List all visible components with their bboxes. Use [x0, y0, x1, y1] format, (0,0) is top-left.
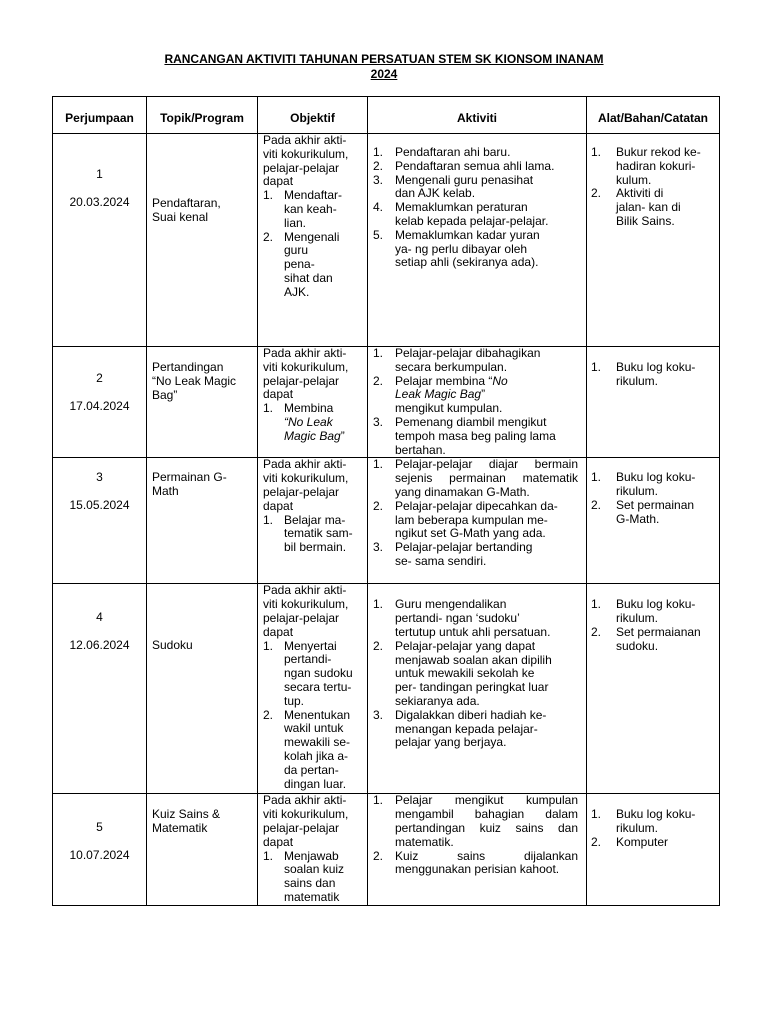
header-alat: Alat/Bahan/Catatan	[587, 97, 720, 134]
activity-item-text	[395, 849, 578, 877]
activity-item-text	[395, 457, 578, 499]
activity-item-marker: 2.	[373, 638, 384, 653]
tool-item-text-main: Buku log koku- rikulum.	[616, 597, 696, 626]
activity-item-marker: 1.	[373, 346, 384, 360]
title-line-2: 2024	[370, 67, 398, 81]
cell-activity	[368, 347, 587, 458]
activity-item-text-main: Pendaftaran ahi baru.	[395, 145, 511, 159]
objective-intro: Pada akhir akti- viti kokurikulum, pelajar-pelajar dapat	[263, 346, 349, 402]
cell-objective	[258, 584, 368, 794]
tool-item-marker: 1.	[591, 470, 602, 485]
cell-topic	[147, 794, 258, 905]
topic-text: Sudoku	[152, 638, 193, 653]
activity-item-text-main: Memaklumkan kadar yuran ya- ng perlu dibayar oleh setiap ahli (sekiranya ada).	[395, 227, 540, 270]
objective-item-text	[284, 708, 350, 791]
activity-item-marker: 2.	[373, 373, 384, 388]
tool-item-text-main: Set permainan G-Math.	[616, 497, 695, 526]
activity-item-text	[395, 346, 540, 374]
tool-item-text	[616, 835, 668, 849]
objective-item	[263, 640, 358, 709]
tool-item	[591, 471, 715, 499]
activity-item-text-main: Pelajar-pelajar bertanding se- sama sendiri.	[395, 540, 533, 568]
objective-item-text	[284, 639, 353, 708]
objective-item-text-main: Menentukan wakil untuk mewakili se- kolah jika a- da pertan- dingan luar.	[284, 707, 351, 791]
objective-item-text-main: Menyertai pertandi- ngan sudoku secara tertu- tup.	[284, 638, 353, 708]
objective-list	[263, 640, 365, 792]
activity-item-text-main: Kuiz sains dijalankan menggunakan perisian kahoot.	[395, 848, 578, 877]
activity-item-marker: 2.	[373, 848, 384, 863]
tool-item-text-main: Aktiviti di jalan- kan di Bilik Sains.	[616, 186, 681, 228]
cell-objective	[258, 458, 368, 584]
activity-item-text	[395, 415, 556, 457]
activity-item	[373, 709, 578, 750]
objective-intro: Pada akhir akti- viti kokurikulum, pelajar-pelajar dapat	[263, 133, 349, 189]
objective-item-text-main: Mengenali guru pena- sihat dan AJK.	[284, 229, 340, 299]
objective-intro: Pada akhir akti- viti kokurikulum, pelajar-pelajar dapat	[263, 793, 349, 849]
activity-item	[373, 640, 578, 709]
tool-item-text-main: Buku log koku- rikulum.	[616, 807, 696, 836]
activity-item	[373, 598, 578, 639]
activity-item-text-main: Digalakkan diberi hadiah ke- menangan kepada pelajar- pelajar yang berjaya.	[395, 707, 547, 750]
activity-item	[373, 375, 578, 416]
tool-item-text	[616, 807, 695, 835]
activity-item-text-main: Pelajar mengikut kumpulan mengambil bahagian dalam pertandingan kuiz sains dan matematik.	[395, 793, 578, 849]
activity-item-text	[395, 374, 508, 416]
activity-item	[373, 160, 578, 174]
activity-item-text-italic: No Leak Magic Bag	[395, 373, 508, 402]
cell-activity	[368, 458, 587, 584]
activity-item	[373, 229, 578, 270]
cell-objective	[258, 794, 368, 905]
activity-item-text	[395, 499, 558, 541]
objective-item-marker: 1.	[263, 638, 274, 653]
activity-item-text-main: Pelajar-pelajar diajar bermain sejenis permainan matematik yang dinamakan G-Math.	[395, 457, 578, 499]
tool-item	[591, 808, 715, 836]
activity-item-text-main: Memaklumkan peraturan kelab kepada pelajar-pelajar.	[395, 200, 549, 228]
objective-item-text-main: Membina	[284, 401, 334, 416]
tool-item-text	[616, 597, 695, 625]
objective-item-text	[284, 849, 344, 904]
table-body	[53, 134, 720, 906]
activity-item-text-main: Pemenang diambil mengikut tempoh masa beg paling lama bertahan.	[395, 414, 556, 457]
topic-text: Pertandingan “No Leak Magic Bag”	[152, 360, 237, 402]
activity-item-text-main: Pendaftaran semua ahli lama.	[395, 158, 555, 173]
cell-meeting	[53, 794, 147, 905]
activity-item-text-main: Pelajar membina “	[395, 373, 493, 388]
objective-item-text	[284, 230, 339, 299]
cell-topic	[147, 347, 258, 458]
cell-meeting	[53, 134, 147, 347]
cell-tools	[587, 347, 720, 458]
activity-item-text-main: Pelajar-pelajar dibahagikan secara berkumpulan.	[395, 346, 541, 374]
meeting-number: 5	[96, 820, 103, 835]
tool-item-text	[616, 498, 694, 526]
tool-item	[591, 598, 715, 626]
tool-item-marker: 2.	[591, 497, 602, 512]
objective-item-text	[284, 188, 342, 230]
cell-meeting	[53, 584, 147, 794]
activity-list	[373, 458, 578, 568]
topic-text: Pendaftaran, Suai kenal	[152, 196, 221, 224]
activity-item-marker: 2.	[373, 158, 384, 173]
objective-item-text-main: Belajar ma- tematik sam- bil bermain.	[284, 512, 353, 555]
activity-item-marker: 5.	[373, 227, 384, 242]
activity-item-marker: 1.	[373, 457, 384, 472]
tool-item	[591, 626, 715, 654]
objective-item-text-italic: “No Leak Magic Bag	[284, 414, 341, 443]
tool-item	[591, 187, 715, 228]
cell-tools	[587, 794, 720, 905]
objective-list	[263, 402, 365, 443]
activity-item-text	[395, 145, 510, 159]
table-row	[53, 458, 720, 584]
tool-item-text	[616, 186, 681, 228]
table-header-row	[53, 97, 720, 134]
activity-item-marker: 1.	[373, 145, 384, 159]
meeting-number: 4	[96, 610, 103, 625]
activity-list	[373, 794, 578, 877]
cell-objective	[258, 347, 368, 458]
tool-item	[591, 146, 715, 187]
activity-item-marker: 2.	[373, 498, 384, 513]
topic-text: Kuiz Sains & Matematik	[152, 807, 221, 836]
header-aktiviti: Aktiviti	[368, 97, 587, 134]
meeting-date: 10.07.2024	[69, 848, 130, 863]
meeting-date: 15.05.2024	[69, 498, 130, 513]
activity-item	[373, 850, 578, 878]
cell-objective	[258, 134, 368, 347]
tool-item-marker: 2.	[591, 186, 602, 201]
activity-item-text	[395, 159, 554, 173]
activity-item	[373, 500, 578, 541]
tool-item-marker: 1.	[591, 807, 602, 822]
objective-item	[263, 709, 358, 792]
activity-item	[373, 458, 578, 499]
objective-item-marker: 1.	[263, 188, 274, 203]
tool-item-text-main: Komputer	[616, 834, 669, 849]
cell-meeting	[53, 347, 147, 458]
activity-item-marker: 3.	[373, 172, 384, 187]
objective-item-marker: 1.	[263, 848, 274, 863]
objective-item-text	[284, 513, 353, 555]
activity-item-text	[395, 793, 578, 848]
activity-list	[373, 347, 578, 457]
objective-list	[263, 514, 365, 555]
activity-item-marker: 1.	[373, 793, 384, 808]
tool-list	[591, 471, 715, 526]
tool-item-marker: 1.	[591, 145, 602, 159]
activity-item	[373, 794, 578, 849]
activity-item	[373, 416, 578, 457]
meeting-date: 12.06.2024	[69, 638, 130, 653]
objective-item-marker: 1.	[263, 401, 274, 416]
activity-item-text	[395, 708, 546, 750]
tool-item-text-main: Buku log koku- rikulum.	[616, 470, 696, 499]
tool-list	[591, 808, 715, 849]
objective-list	[263, 850, 365, 905]
objective-intro: Pada akhir akti- viti kokurikulum, pelajar-pelajar dapat	[263, 457, 349, 513]
tool-list	[591, 598, 715, 653]
tool-list	[591, 361, 715, 389]
tool-item-text-main: Set permaianan sudoku.	[616, 624, 701, 653]
tool-item-marker: 2.	[591, 624, 602, 639]
tool-item-text	[616, 145, 701, 187]
topic-text: Permainan G- Math	[152, 470, 227, 499]
tool-list	[591, 146, 715, 229]
activity-list	[373, 146, 578, 270]
cell-meeting	[53, 458, 147, 584]
table-row	[53, 347, 720, 458]
activity-item-text	[395, 228, 540, 270]
cell-topic	[147, 134, 258, 347]
cell-tools	[587, 458, 720, 584]
activity-item-text-after: ” mengikut kumpulan.	[395, 387, 503, 416]
tool-item-text	[616, 470, 695, 498]
activity-item-marker: 4.	[373, 200, 384, 215]
objective-item	[263, 189, 358, 230]
cell-activity	[368, 794, 587, 905]
objective-item-text	[284, 401, 345, 443]
objective-item-text-main: Mendaftar- kan keah- lian.	[284, 188, 343, 230]
cell-tools	[587, 584, 720, 794]
meeting-date: 20.03.2024	[69, 194, 130, 209]
objective-item-text-after: ”	[340, 428, 345, 443]
activity-item	[373, 174, 578, 202]
activity-item-marker: 3.	[373, 540, 384, 555]
tool-item-marker: 1.	[591, 360, 602, 374]
cell-topic	[147, 458, 258, 584]
table-row	[53, 134, 720, 347]
cell-activity	[368, 134, 587, 347]
tool-item	[591, 836, 715, 850]
tool-item-marker: 2.	[591, 834, 602, 849]
activity-item-marker: 3.	[373, 414, 384, 429]
objective-item-marker: 2.	[263, 707, 274, 722]
activity-item	[373, 541, 578, 569]
objective-item	[263, 514, 358, 555]
activity-item-text-main: Pelajar-pelajar dipecahkan da- lam beberapa kumpulan me- ngikut set G-Math yang ada.	[395, 498, 558, 541]
activity-item-marker: 3.	[373, 707, 384, 722]
activity-item-text-main: Mengenali guru penasihat dan AJK kelab.	[395, 172, 534, 201]
header-perjumpaan: Perjumpaan	[53, 97, 147, 134]
activity-item	[373, 347, 578, 375]
objective-intro: Pada akhir akti- viti kokurikulum, pelajar-pelajar dapat	[263, 583, 349, 639]
activity-item-text	[395, 597, 550, 639]
cell-tools	[587, 134, 720, 347]
activity-item-text-main: Pelajar-pelajar yang dapat menjawab soalan akan dipilih untuk mewakili sekolah ke per- tandingan peringkat luar sekiaranya ada.	[395, 638, 552, 708]
tool-item-text-main: Bukur rekod ke- hadiran kokuri- kulum.	[616, 145, 701, 187]
header-topik: Topik/Program	[147, 97, 258, 134]
activity-item	[373, 201, 578, 229]
activity-item-text	[395, 540, 532, 568]
title-line-1: RANCANGAN AKTIVITI TAHUNAN PERSATUAN STEM SK KIONSOM INANAM	[164, 52, 604, 66]
tool-item	[591, 361, 715, 389]
objective-item	[263, 402, 358, 443]
tool-item-text-main: Buku log koku- rikulum.	[616, 360, 696, 388]
objective-item-marker: 1.	[263, 512, 274, 527]
objective-item-marker: 2.	[263, 229, 274, 244]
meeting-number: 1	[96, 167, 103, 181]
objective-item	[263, 850, 358, 905]
activity-item-text	[395, 200, 548, 228]
meeting-number: 3	[96, 470, 103, 485]
objective-list	[263, 189, 365, 299]
header-objektif: Objektif	[258, 97, 368, 134]
document-title	[0, 52, 768, 82]
tool-item-text	[616, 625, 701, 653]
activity-item-text-main: Guru mengendalikan pertandi- ngan ‘sudoku’ tertutup untuk ahli persatuan.	[395, 597, 551, 639]
cell-activity	[368, 584, 587, 794]
table-row	[53, 794, 720, 905]
activity-item-text	[395, 173, 533, 201]
tool-item-marker: 1.	[591, 597, 602, 612]
objective-item	[263, 231, 358, 300]
objective-item-text-main: Menjawab soalan kuiz sains dan matematik	[284, 848, 345, 904]
table-row	[53, 584, 720, 794]
cell-topic	[147, 584, 258, 794]
meeting-date: 17.04.2024	[69, 398, 130, 413]
meeting-number: 2	[96, 371, 103, 385]
activity-item	[373, 146, 578, 160]
activity-plan-table	[52, 96, 720, 906]
activity-list	[373, 598, 578, 750]
activity-item-marker: 1.	[373, 597, 384, 612]
tool-item	[591, 499, 715, 527]
tool-item-text	[616, 360, 695, 388]
activity-item-text	[395, 639, 552, 708]
